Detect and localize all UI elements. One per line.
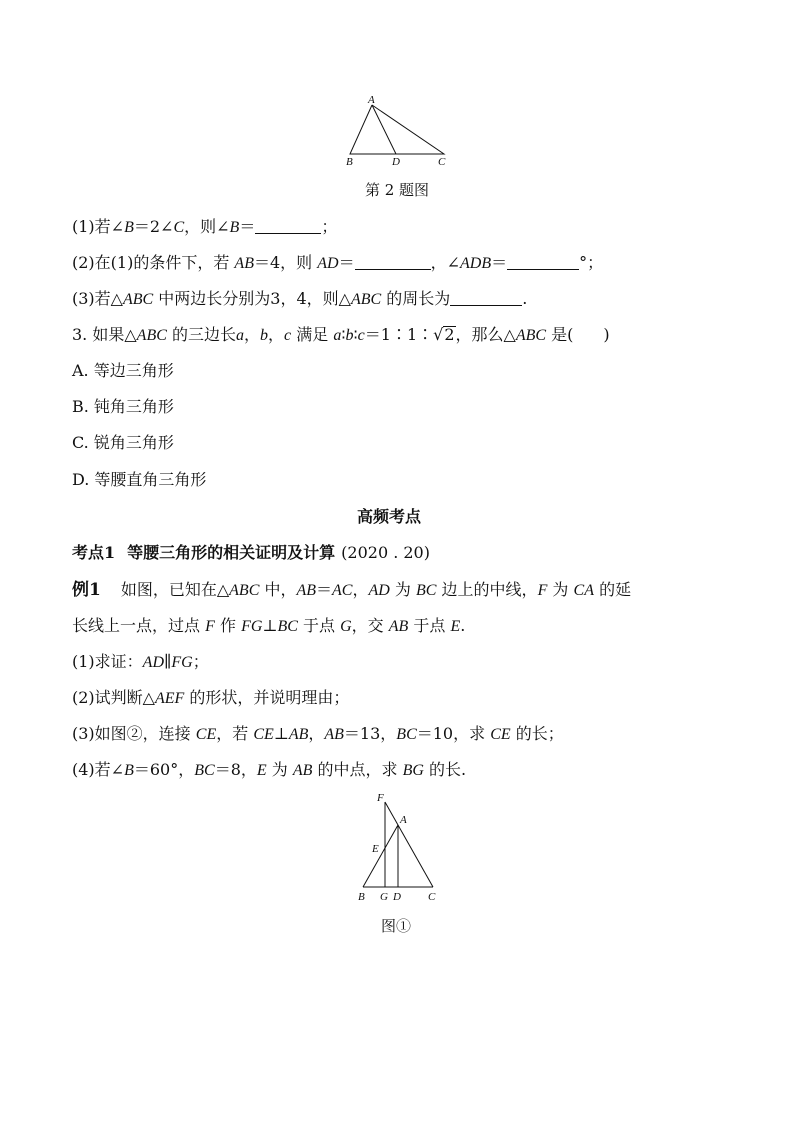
label-b: B <box>358 891 365 903</box>
label-g: G <box>380 891 388 903</box>
q3-option-d[interactable]: D. 等腰直角三角形 <box>72 470 207 489</box>
answer-blank[interactable] <box>355 253 431 270</box>
sqrt-radicand: 2 <box>444 325 455 344</box>
figure-1-caption: 图① <box>380 917 411 935</box>
example-1-part-4: (4)若∠B＝60°，BC＝8，E 为 AB 的中点，求 BG 的长. <box>72 760 467 779</box>
sqrt-symbol: √ <box>433 325 444 344</box>
label-c: C <box>438 156 446 168</box>
label-a: A <box>400 814 407 826</box>
example-label: 例1 <box>72 580 101 600</box>
q3-option-a[interactable]: A. 等边三角形 <box>72 361 174 380</box>
example-1-part-3: (3)如图②，连接 CE，若 CE⊥AB，AB＝13，BC＝10，求 CE 的长； <box>72 724 564 743</box>
label-a: A <box>368 94 375 106</box>
answer-blank[interactable] <box>255 217 321 234</box>
q3-option-c[interactable]: C. 锐角三角形 <box>72 433 174 452</box>
figure-question-2 <box>338 92 458 170</box>
label-e: E <box>372 843 379 855</box>
q2-part-1: (1)若∠B＝2∠C，则∠B＝ ； <box>72 217 338 236</box>
example-1-part-2: (2)试判断△AEF 的形状，并说明理由； <box>72 688 350 707</box>
answer-blank[interactable] <box>507 253 579 270</box>
triangle-abc <box>350 105 444 154</box>
example-1-line-1: 例1 如图，已知在△ABC 中，AB＝AC，AD 为 BC 边上的中线，F 为 CA 的延 <box>72 580 632 600</box>
label-f: F <box>377 792 384 804</box>
q2-part-3: (3)若△ABC 中两边长分别为3，4，则△ABC 的周长为 . <box>72 289 528 308</box>
answer-blank[interactable] <box>450 289 522 306</box>
segment-ad <box>372 105 396 154</box>
label-b: B <box>346 156 353 168</box>
figure-1 <box>350 790 450 908</box>
figure-2-caption: 第 2 题图 <box>364 181 430 199</box>
kaodian-heading: 考点1 等腰三角形的相关证明及计算 (2020 . 20) <box>72 543 430 562</box>
segment-ab <box>363 825 398 887</box>
q2-part-2: (2)在(1)的条件下，若 AB＝4，则 AD＝ ，∠ADB＝ °； <box>72 253 604 272</box>
segment-fc <box>385 802 433 887</box>
label-c: C <box>428 891 436 903</box>
q3-stem: 3. 如果△ABC 的三边长a，b，c 满足 a∶b∶c＝1∶1∶√2，那么△ABC 是( ) <box>72 325 610 344</box>
label-d: D <box>392 156 400 168</box>
example-1-line-2: 长线上一点，过点 F 作 FG⊥BC 于点 G，交 AB 于点 E. <box>72 616 466 635</box>
label-d: D <box>393 891 401 903</box>
q3-option-b[interactable]: B. 钝角三角形 <box>72 397 174 416</box>
section-title: 高频考点 <box>357 507 422 526</box>
example-1-part-1: (1)求证：AD∥FG； <box>72 652 209 671</box>
